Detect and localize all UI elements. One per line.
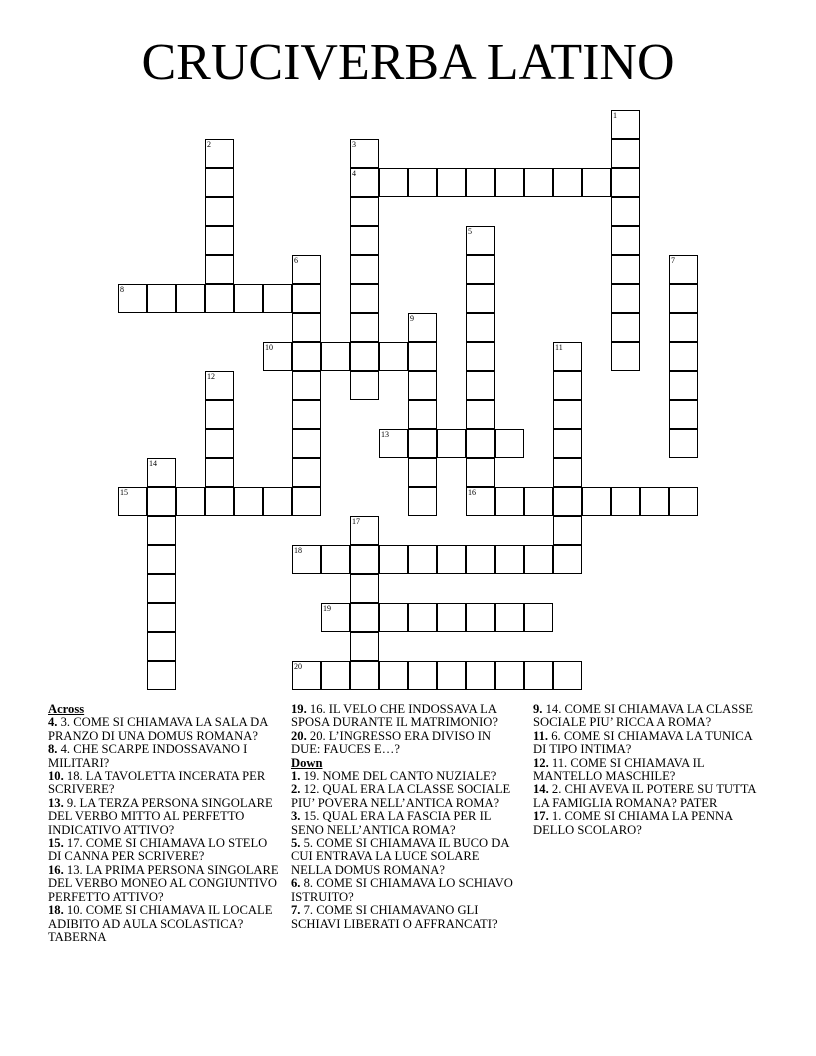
grid-cell[interactable] xyxy=(669,284,698,313)
cell-number: 13 xyxy=(381,430,389,439)
cell-number: 1 xyxy=(613,111,617,120)
grid-cell[interactable] xyxy=(408,168,437,197)
grid-cell[interactable] xyxy=(640,487,669,516)
grid-cell[interactable] xyxy=(408,487,437,516)
grid-cell[interactable] xyxy=(263,284,292,313)
cell-number: 8 xyxy=(120,285,124,294)
clue-text: 15. QUAL ERA LA FASCIA PER IL SENO NELL’ANTICA ROMA? xyxy=(291,809,492,837)
grid-cell[interactable] xyxy=(292,313,321,342)
clues-column-1 xyxy=(48,703,280,944)
grid-cell[interactable] xyxy=(118,284,147,313)
cell-number: 17 xyxy=(352,517,360,526)
clue-item xyxy=(48,864,280,904)
cell-number: 5 xyxy=(468,227,472,236)
clue-item xyxy=(291,810,523,837)
clue-item xyxy=(48,770,280,797)
clue-text: 9. LA TERZA PERSONA SINGOLARE DEL VERBO MITTO AL PERFETTO INDICATIVO ATTIVO? xyxy=(48,795,273,837)
grid-cell[interactable] xyxy=(437,603,466,632)
grid-cell[interactable] xyxy=(147,284,176,313)
clue-item xyxy=(48,837,280,864)
clue-text: 12. QUAL ERA LA CLASSE SOCIALE PIU’ POVERA NELL’ANTICA ROMA? xyxy=(291,782,511,810)
grid-cell[interactable] xyxy=(466,429,495,458)
grid-cell[interactable] xyxy=(466,661,495,690)
grid-cell[interactable] xyxy=(437,429,466,458)
grid-cell[interactable] xyxy=(350,313,379,342)
grid-cell[interactable] xyxy=(495,661,524,690)
grid-cell[interactable] xyxy=(524,545,553,574)
grid-cell[interactable] xyxy=(553,342,582,371)
grid-cell[interactable] xyxy=(437,168,466,197)
clue-number: 9. xyxy=(533,702,543,716)
clue-item xyxy=(533,757,765,784)
grid-cell[interactable] xyxy=(611,168,640,197)
across-clue-list xyxy=(48,716,280,944)
grid-cell[interactable] xyxy=(350,139,379,168)
clues-column-3 xyxy=(533,703,765,837)
clue-item xyxy=(533,703,765,730)
grid-cell[interactable] xyxy=(408,458,437,487)
clue-number: 12. xyxy=(533,755,549,770)
grid-cell[interactable] xyxy=(292,429,321,458)
grid-cell[interactable] xyxy=(321,603,350,632)
clue-number: 20. xyxy=(291,728,307,743)
grid-cell[interactable] xyxy=(466,226,495,255)
clue-text: 16. IL VELO CHE INDOSSAVA LA SPOSA DURANTE IL MATRIMONIO? xyxy=(291,702,498,730)
cell-number: 16 xyxy=(468,488,476,497)
clues-column-2 xyxy=(291,703,523,931)
clue-number: 14. xyxy=(533,782,549,797)
clue-text: 14. COME SI CHIAMAVA LA CLASSE SOCIALE PIU’ RICCA A ROMA? xyxy=(533,702,753,730)
grid-cell[interactable] xyxy=(466,603,495,632)
clue-number: 18. xyxy=(48,903,64,918)
clue-text: 5. COME SI CHIAMAVA IL BUCO DA CUI ENTRAVA LA LUCE SOLARE NELLA DOMUS ROMANA? xyxy=(291,836,509,877)
clue-text: 4. CHE SCARPE INDOSSAVANO I MILITARI? xyxy=(48,742,248,770)
clue-item xyxy=(48,743,280,770)
page-title: CRUCIVERBA LATINO xyxy=(141,34,675,91)
grid-cell[interactable] xyxy=(553,487,582,516)
clue-text: 17. COME SI CHIAMAVA LO STELO DI CANNA PER SCRIVERE? xyxy=(48,836,268,864)
grid-cell[interactable] xyxy=(466,342,495,371)
grid-cell[interactable] xyxy=(292,371,321,400)
grid-cell[interactable] xyxy=(466,255,495,284)
clue-text: 10. COME SI CHIAMAVA IL LOCALE ADIBITO AD AULA SCOLASTICA? TABERNA xyxy=(48,903,273,944)
grid-cell[interactable] xyxy=(205,197,234,226)
grid-cell[interactable] xyxy=(466,487,495,516)
grid-cell[interactable] xyxy=(437,661,466,690)
grid-cell[interactable] xyxy=(350,661,379,690)
grid-cell[interactable] xyxy=(437,545,466,574)
grid-cell[interactable] xyxy=(234,487,263,516)
grid-cell[interactable] xyxy=(350,371,379,400)
grid-cell[interactable] xyxy=(350,632,379,661)
grid-cell[interactable] xyxy=(553,545,582,574)
clue-number: 19. xyxy=(291,702,307,716)
grid-cell[interactable] xyxy=(524,661,553,690)
grid-cell[interactable] xyxy=(205,284,234,313)
grid-cell[interactable] xyxy=(147,603,176,632)
cell-number: 14 xyxy=(149,459,157,468)
grid-cell[interactable] xyxy=(292,255,321,284)
grid-cell[interactable] xyxy=(524,603,553,632)
clue-text: 11. COME SI CHIAMAVA IL MANTELLO MASCHILE? xyxy=(533,755,705,784)
grid-cell[interactable] xyxy=(553,516,582,545)
clue-item xyxy=(291,703,523,730)
clue-text: 18. LA TAVOLETTA INCERATA PER SCRIVERE? xyxy=(48,769,266,797)
grid-cell[interactable] xyxy=(669,371,698,400)
grid-cell[interactable] xyxy=(582,168,611,197)
cell-number: 4 xyxy=(352,169,356,178)
clue-number: 13. xyxy=(48,795,64,810)
grid-cell[interactable] xyxy=(669,313,698,342)
cell-number: 19 xyxy=(323,604,331,613)
grid-cell[interactable] xyxy=(669,342,698,371)
clue-item xyxy=(291,837,523,877)
grid-cell[interactable] xyxy=(292,487,321,516)
cell-number: 20 xyxy=(294,662,302,671)
clue-text: 2. CHI AVEVA IL POTERE SU TUTTA LA FAMIGLIA ROMANA? PATER xyxy=(533,782,756,810)
grid-cell[interactable] xyxy=(611,110,640,139)
grid-cell[interactable] xyxy=(524,168,553,197)
clue-item xyxy=(291,783,523,810)
grid-cell[interactable] xyxy=(292,284,321,313)
clue-number: 6. xyxy=(291,876,301,891)
grid-cell[interactable] xyxy=(408,661,437,690)
grid-cell[interactable] xyxy=(205,371,234,400)
grid-cell[interactable] xyxy=(176,487,205,516)
clue-text: 19. NOME DEL CANTO NUZIALE? xyxy=(303,769,497,784)
grid-cell[interactable] xyxy=(553,168,582,197)
grid-cell[interactable] xyxy=(118,487,147,516)
grid-cell[interactable] xyxy=(611,284,640,313)
cell-number: 11 xyxy=(555,343,563,352)
clue-number: 16. xyxy=(48,862,64,877)
grid-cell[interactable] xyxy=(611,313,640,342)
grid-cell[interactable] xyxy=(669,255,698,284)
clue-item xyxy=(48,904,280,944)
grid-cell[interactable] xyxy=(205,139,234,168)
cell-number: 18 xyxy=(294,546,302,555)
clue-number: 8. xyxy=(48,742,58,757)
grid-cell[interactable] xyxy=(611,342,640,371)
grid-cell[interactable] xyxy=(524,487,553,516)
cell-number: 15 xyxy=(120,488,128,497)
grid-cell[interactable] xyxy=(379,168,408,197)
clue-item xyxy=(291,877,523,904)
clue-item xyxy=(48,716,280,743)
cell-number: 7 xyxy=(671,256,675,265)
grid-cell[interactable] xyxy=(669,429,698,458)
grid-cell[interactable] xyxy=(408,603,437,632)
grid-cell[interactable] xyxy=(553,458,582,487)
clue-item xyxy=(533,783,765,810)
clue-number: 17. xyxy=(533,809,549,824)
clue-number: 3. xyxy=(291,809,301,824)
clue-item xyxy=(533,730,765,757)
grid-cell[interactable] xyxy=(292,545,321,574)
grid-cell[interactable] xyxy=(263,487,292,516)
grid-cell[interactable] xyxy=(408,429,437,458)
grid-cell[interactable] xyxy=(466,545,495,574)
grid-cell[interactable] xyxy=(350,516,379,545)
grid-cell[interactable] xyxy=(292,458,321,487)
grid-cell[interactable] xyxy=(611,197,640,226)
clue-text: 3. COME SI CHIAMAVA LA SALA DA PRANZO DI UNA DOMUS ROMANA? xyxy=(48,715,268,743)
grid-cell[interactable] xyxy=(408,371,437,400)
grid-cell[interactable] xyxy=(408,400,437,429)
grid-cell[interactable] xyxy=(205,255,234,284)
clue-number: 4. xyxy=(48,715,58,730)
grid-cell[interactable] xyxy=(350,197,379,226)
grid-cell[interactable] xyxy=(147,545,176,574)
grid-cell[interactable] xyxy=(350,255,379,284)
clue-text: 7. COME SI CHIAMAVANO GLI SCHIAVI LIBERATI O AFFRANCATI? xyxy=(291,903,498,931)
cell-number: 9 xyxy=(410,314,414,323)
grid-cell[interactable] xyxy=(350,168,379,197)
clue-item xyxy=(291,730,523,757)
clue-number: 2. xyxy=(291,782,301,797)
grid-cell[interactable] xyxy=(553,400,582,429)
clue-number: 11. xyxy=(533,728,549,743)
down-heading: Down xyxy=(291,755,323,770)
grid-cell[interactable] xyxy=(379,661,408,690)
grid-cell[interactable] xyxy=(379,429,408,458)
cell-number: 12 xyxy=(207,372,215,381)
clue-text: 6. COME SI CHIAMAVA LA TUNICA DI TIPO INTIMA? xyxy=(533,728,753,757)
grid-cell[interactable] xyxy=(553,661,582,690)
grid-cell[interactable] xyxy=(379,342,408,371)
grid-cell[interactable] xyxy=(495,487,524,516)
grid-cell[interactable] xyxy=(292,400,321,429)
grid-cell[interactable] xyxy=(495,429,524,458)
grid-cell[interactable] xyxy=(408,342,437,371)
grid-cell[interactable] xyxy=(350,226,379,255)
down-clue-list xyxy=(291,770,523,931)
grid-cell[interactable] xyxy=(495,545,524,574)
grid-cell[interactable] xyxy=(263,342,292,371)
cell-number: 10 xyxy=(265,343,273,352)
clue-text: 1. COME SI CHIAMA LA PENNA DELLO SCOLARO? xyxy=(533,809,733,837)
grid-cell[interactable] xyxy=(466,168,495,197)
grid-cell[interactable] xyxy=(292,661,321,690)
clue-number: 15. xyxy=(48,836,64,851)
grid-cell[interactable] xyxy=(495,168,524,197)
grid-cell[interactable] xyxy=(321,342,350,371)
clue-item xyxy=(48,797,280,837)
across-clue-list-cont xyxy=(291,703,523,757)
cell-number: 3 xyxy=(352,140,356,149)
grid-cell[interactable] xyxy=(147,516,176,545)
grid-cell[interactable] xyxy=(205,458,234,487)
grid-cell[interactable] xyxy=(350,574,379,603)
grid-cell[interactable] xyxy=(611,226,640,255)
clue-text: 13. LA PRIMA PERSONA SINGOLARE DEL VERBO MONEO AL CONGIUNTIVO PERFETTO ATTIVO? xyxy=(48,862,279,904)
grid-cell[interactable] xyxy=(350,545,379,574)
grid-cell[interactable] xyxy=(408,313,437,342)
grid-cell[interactable] xyxy=(553,429,582,458)
grid-cell[interactable] xyxy=(611,487,640,516)
grid-cell[interactable] xyxy=(611,255,640,284)
clue-number: 10. xyxy=(48,769,64,784)
grid-cell[interactable] xyxy=(205,226,234,255)
clue-number: 1. xyxy=(291,769,301,784)
clue-text: 8. COME SI CHIAMAVA LO SCHIAVO ISTRUITO? xyxy=(291,876,513,904)
grid-cell[interactable] xyxy=(379,603,408,632)
grid-cell[interactable] xyxy=(379,545,408,574)
clue-number: 5. xyxy=(291,836,301,851)
clue-text: 20. L’INGRESSO ERA DIVISO IN DUE: FAUCES E…? xyxy=(291,728,492,757)
grid-cell[interactable] xyxy=(466,458,495,487)
grid-cell[interactable] xyxy=(495,603,524,632)
across-heading: Across xyxy=(48,702,85,716)
grid-cell[interactable] xyxy=(147,574,176,603)
grid-cell[interactable] xyxy=(205,429,234,458)
grid-cell[interactable] xyxy=(669,487,698,516)
grid-cell[interactable] xyxy=(350,284,379,313)
grid-cell[interactable] xyxy=(350,603,379,632)
grid-cell[interactable] xyxy=(321,545,350,574)
grid-cell[interactable] xyxy=(553,371,582,400)
grid-cell[interactable] xyxy=(669,400,698,429)
grid-cell[interactable] xyxy=(205,487,234,516)
cell-number: 2 xyxy=(207,140,211,149)
grid-cell[interactable] xyxy=(292,342,321,371)
grid-cell[interactable] xyxy=(321,661,350,690)
grid-cell[interactable] xyxy=(147,458,176,487)
grid-cell[interactable] xyxy=(147,661,176,690)
grid-cell[interactable] xyxy=(466,313,495,342)
grid-cell[interactable] xyxy=(147,487,176,516)
grid-cell[interactable] xyxy=(466,371,495,400)
grid-cell[interactable] xyxy=(350,342,379,371)
clue-item xyxy=(533,810,765,837)
grid-cell[interactable] xyxy=(176,284,205,313)
grid-cell[interactable] xyxy=(147,632,176,661)
grid-cell[interactable] xyxy=(466,284,495,313)
clue-item xyxy=(291,770,523,783)
grid-cell[interactable] xyxy=(234,284,263,313)
grid-cell[interactable] xyxy=(205,400,234,429)
grid-cell[interactable] xyxy=(611,139,640,168)
down-clue-list-cont xyxy=(533,703,765,837)
grid-cell[interactable] xyxy=(408,545,437,574)
grid-cell[interactable] xyxy=(466,400,495,429)
clue-number: 7. xyxy=(291,903,301,918)
grid-cell[interactable] xyxy=(582,487,611,516)
cell-number: 6 xyxy=(294,256,298,265)
clue-item xyxy=(291,904,523,931)
grid-cell[interactable] xyxy=(205,168,234,197)
